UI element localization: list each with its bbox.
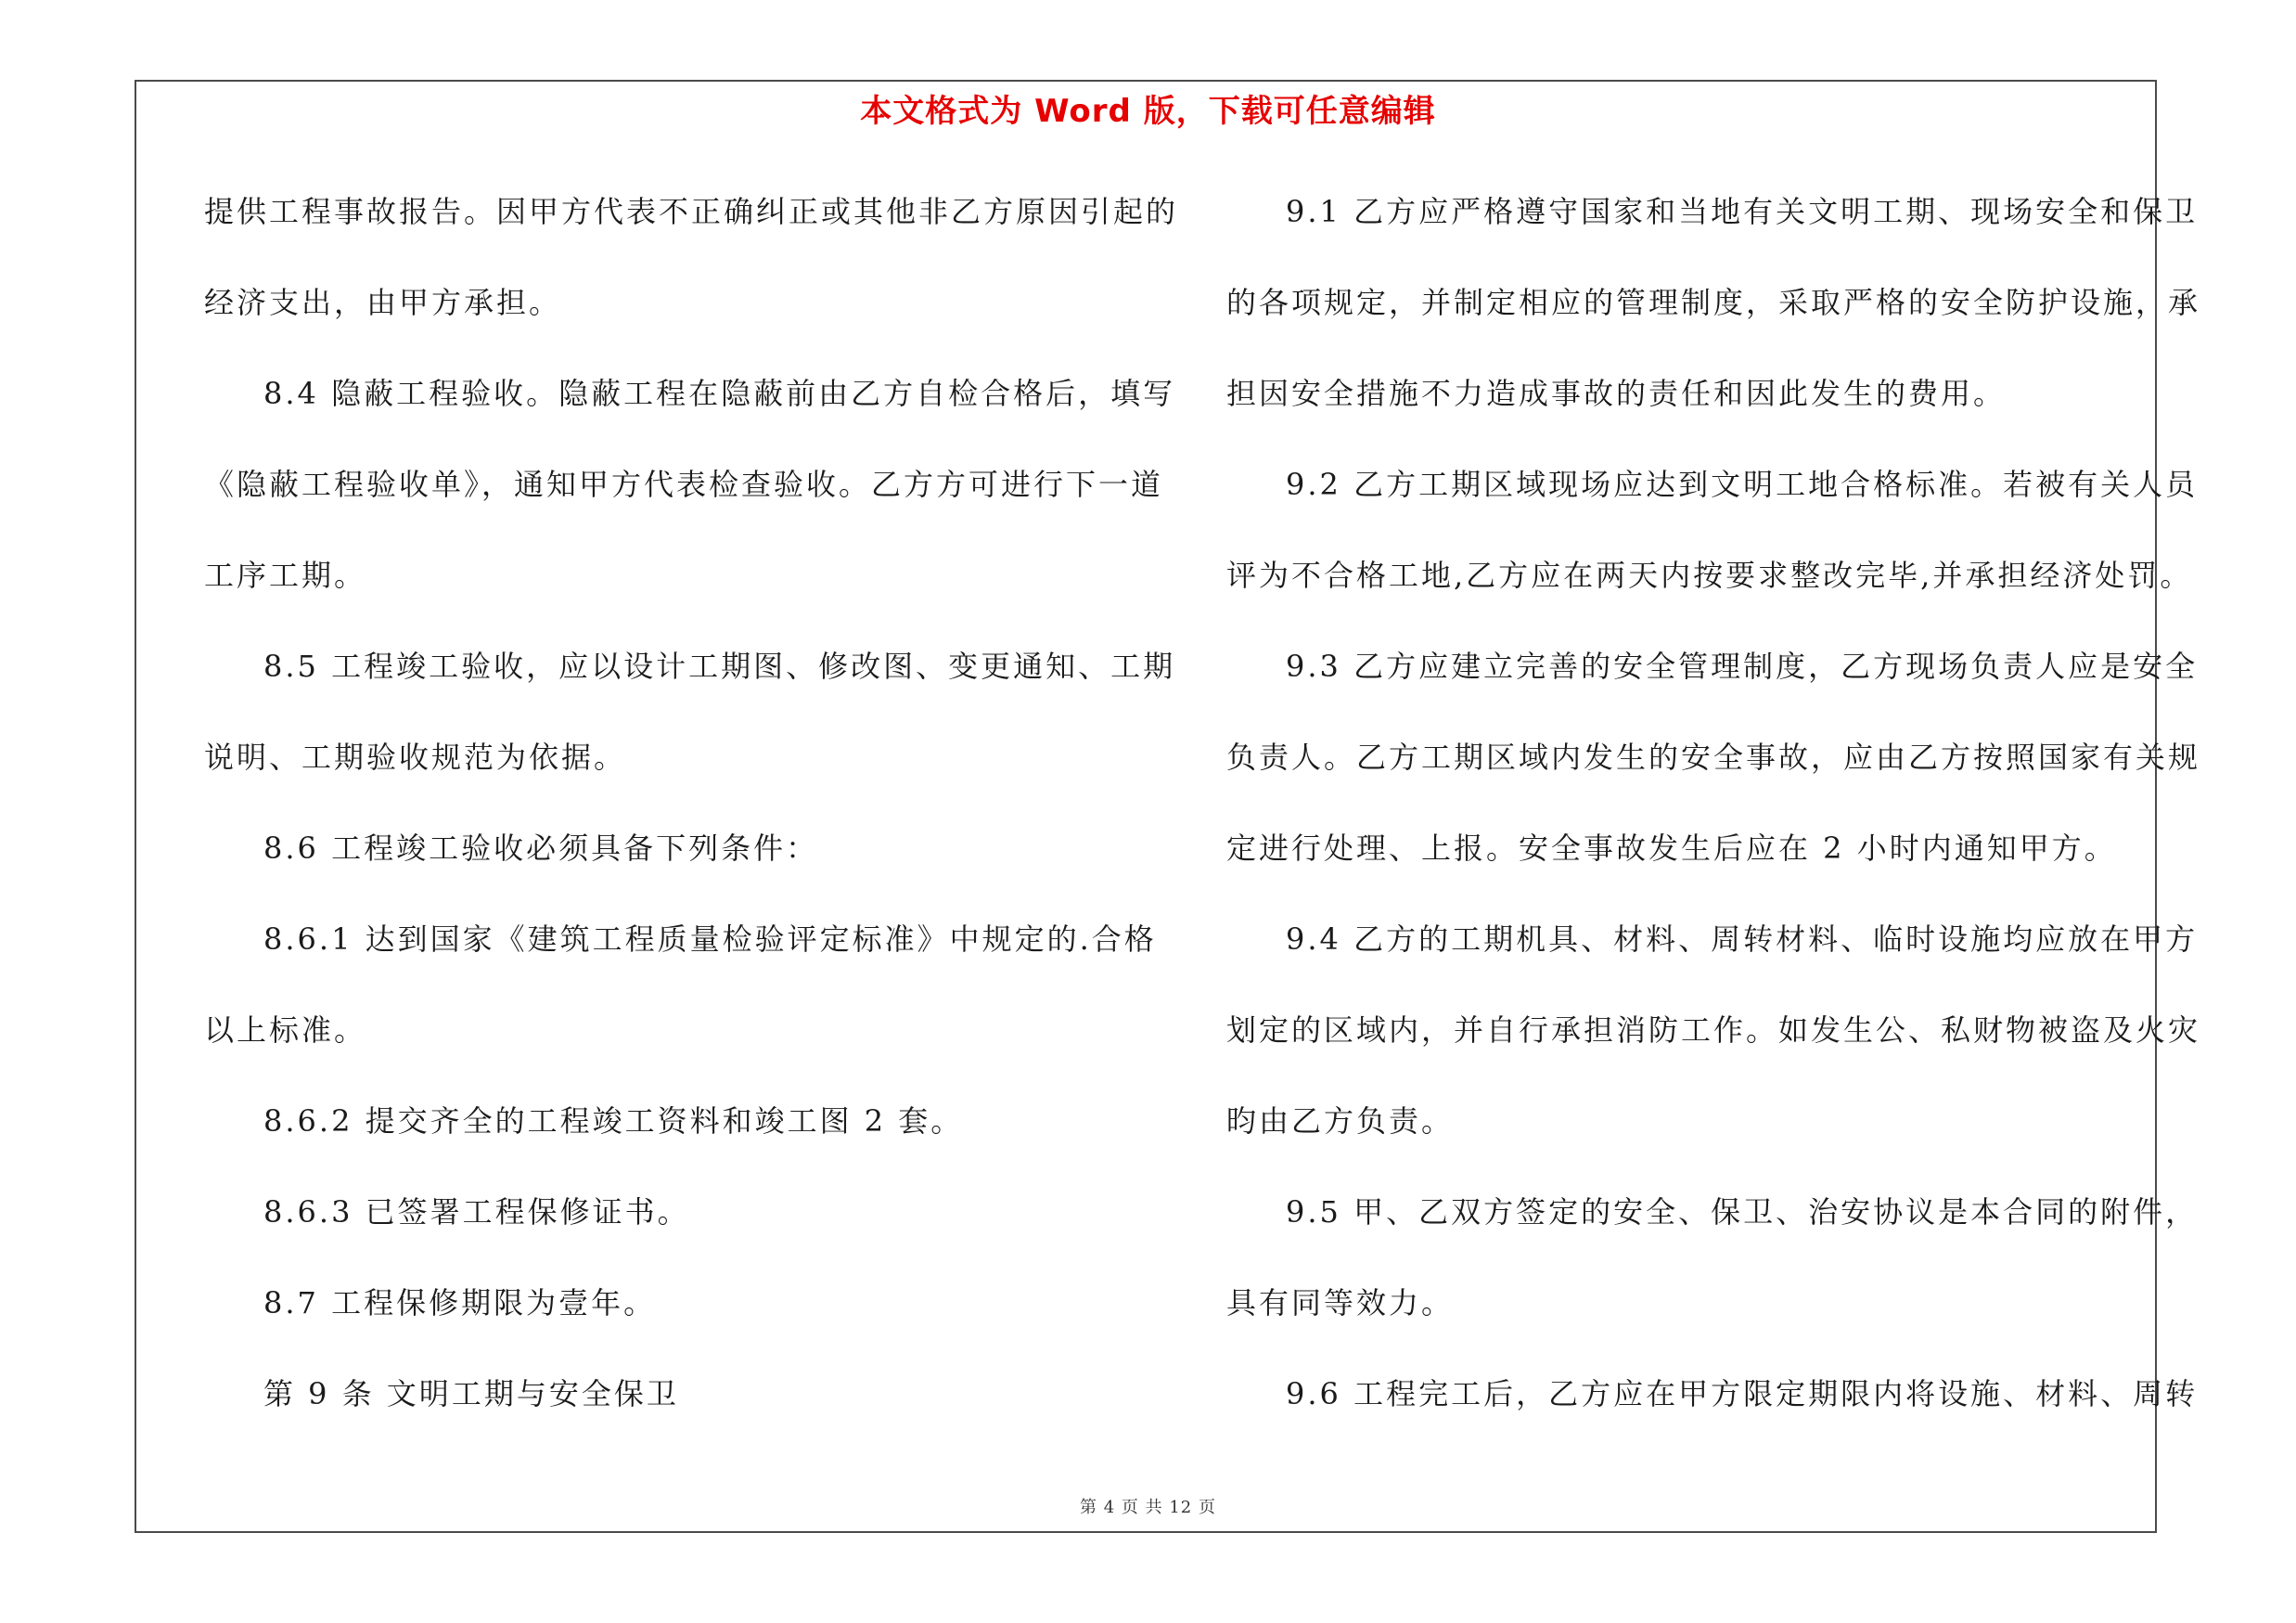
text-line: 8.5 工程竣工验收，应以设计工期图、修改图、变更通知、工期	[263, 649, 1176, 684]
text-line: 担因安全措施不力造成事故的责任和因此发生的费用。	[1226, 376, 2007, 411]
text-line: 8.7 工程保修期限为壹年。	[263, 1285, 657, 1320]
text-line: 8.6.2 提交齐全的工程竣工资料和竣工图 2 套。	[263, 1103, 964, 1139]
page-number-footer: 第 4 页 共 12 页	[1080, 1498, 1216, 1517]
text-line: 9.6 工程完工后，乙方应在甲方限定期限内将设施、材料、周转	[1286, 1376, 2199, 1411]
text-line: 评为不合格工地,乙方应在两天内按要求整改完毕,并承担经济处罚。	[1226, 558, 2193, 593]
text-line: 经济支出，由甲方承担。	[204, 285, 562, 320]
text-line: 9.4 乙方的工期机具、材料、周转材料、临时设施均应放在甲方	[1286, 921, 2199, 957]
text-line: 划定的区域内，并自行承担消防工作。如发生公、私财物被盗及火灾	[1226, 1012, 2201, 1048]
text-line: 昀由乙方负责。	[1226, 1103, 1455, 1139]
text-line: 8.6.1 达到国家《建筑工程质量检验评定标准》中规定的.合格	[263, 921, 1157, 957]
right-column	[1226, 184, 2201, 1457]
text-line: 的各项规定，并制定相应的管理制度，采取严格的安全防护设施，承	[1226, 285, 2201, 320]
text-line: 8.6.3 已签署工程保修证书。	[263, 1194, 690, 1230]
text-line: 第 9 条 文明工期与安全保卫	[263, 1376, 679, 1411]
text-line: 负责人。乙方工期区域内发生的安全事故，应由乙方按照国家有关规	[1226, 740, 2201, 775]
text-line: 9.5 甲、乙双方签定的安全、保卫、治安协议是本合同的附件，	[1286, 1194, 2199, 1230]
text-line: 9.3 乙方应建立完善的安全管理制度，乙方现场负责人应是安全	[1286, 649, 2199, 684]
left-column	[204, 184, 1179, 1457]
text-line: 9.2 乙方工期区域现场应达到文明工地合格标准。若被有关人员	[1286, 467, 2199, 502]
text-line: 8.4 隐蔽工程验收。隐蔽工程在隐蔽前由乙方自检合格后，填写	[263, 376, 1176, 411]
text-line: 工序工期。	[204, 558, 367, 593]
text-line: 8.6 工程竣工验收必须具备下列条件：	[263, 831, 819, 866]
format-banner: 本文格式为 Word 版，下载可任意编辑	[860, 93, 1436, 130]
text-line: 《隐蔽工程验收单》，通知甲方代表检查验收。乙方方可进行下一道	[204, 467, 1164, 502]
text-line: 提供工程事故报告。因甲方代表不正确纠正或其他非乙方原因引起的	[204, 194, 1179, 229]
text-line: 具有同等效力。	[1226, 1285, 1455, 1320]
text-line: 定进行处理、上报。安全事故发生后应在 2 小时内通知甲方。	[1226, 831, 2117, 866]
text-line: 9.1 乙方应严格遵守国家和当地有关文明工期、现场安全和保卫	[1286, 194, 2199, 229]
text-line: 说明、工期验收规范为依据。	[204, 740, 627, 775]
text-line: 以上标准。	[204, 1012, 367, 1048]
